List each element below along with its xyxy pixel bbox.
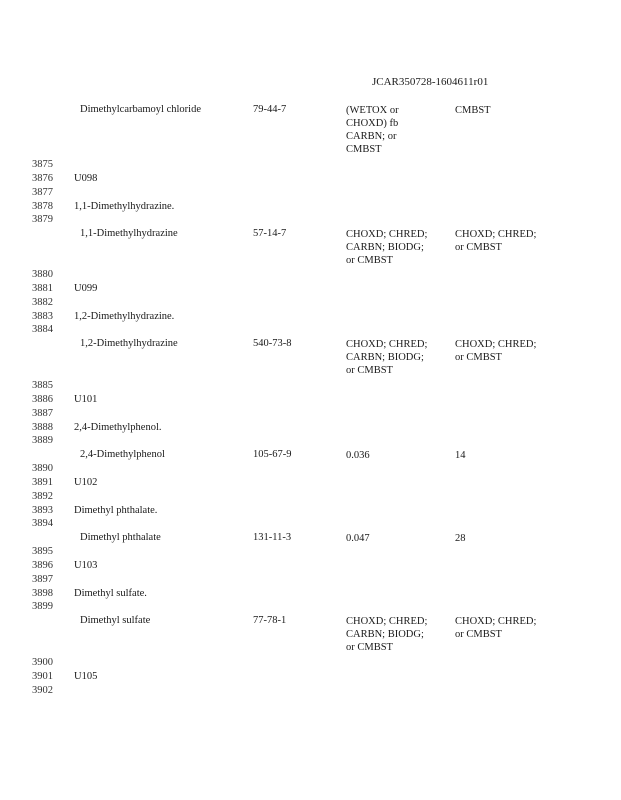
line-number: 3890 <box>32 463 53 474</box>
nonwastewater-standard: CHOXD; CHRED; or CMBST <box>455 616 537 640</box>
line-number: 3882 <box>32 297 53 308</box>
cas-number: 79-44-7 <box>253 104 287 115</box>
waste-code: U101 <box>74 394 98 405</box>
nonwastewater-standard: 28 <box>455 533 466 544</box>
line-number: 3889 <box>32 435 53 446</box>
wastewater-standard: CHOXD; CHRED; CARBN; BIODG; or CMBST <box>346 616 428 653</box>
chemical-name: Dimethyl phthalate <box>80 532 161 543</box>
line-number: 3892 <box>32 491 53 502</box>
line-number: 3897 <box>32 574 53 585</box>
line-number: 3900 <box>32 657 53 668</box>
waste-title: 1,1-Dimethylhydrazine. <box>74 201 175 212</box>
line-number: 3902 <box>32 685 53 696</box>
line-number: 3888 <box>32 422 53 433</box>
waste-title: 2,4-Dimethylphenol. <box>74 422 162 433</box>
line-number: 3881 <box>32 283 53 294</box>
page-id: JCAR350728-1604611r01 <box>372 76 489 88</box>
nonwastewater-standard: CMBST <box>455 105 491 116</box>
waste-code: U105 <box>74 671 98 682</box>
waste-code: U099 <box>74 283 98 294</box>
chemical-name: Dimethyl sulfate <box>80 615 151 626</box>
nonwastewater-standard: CHOXD; CHRED; or CMBST <box>455 229 537 253</box>
line-number: 3876 <box>32 173 53 184</box>
wastewater-standard: 0.047 <box>346 533 370 544</box>
line-number: 3899 <box>32 601 53 612</box>
line-number: 3895 <box>32 546 53 557</box>
chemical-name: Dimethylcarbamoyl chloride <box>80 104 202 115</box>
nonwastewater-standard: 14 <box>455 450 466 461</box>
waste-title: Dimethyl phthalate. <box>74 505 158 516</box>
line-number: 3893 <box>32 505 53 516</box>
line-number: 3884 <box>32 324 53 335</box>
line-number: 3887 <box>32 408 53 419</box>
line-number: 3875 <box>32 159 53 170</box>
cas-number: 131-11-3 <box>253 532 292 543</box>
line-number: 3896 <box>32 560 53 571</box>
chemical-name: 1,2-Dimethylhydrazine <box>80 338 178 349</box>
line-number: 3878 <box>32 201 53 212</box>
cas-number: 57-14-7 <box>253 228 287 239</box>
waste-code: U102 <box>74 477 98 488</box>
cas-number: 540-73-8 <box>253 338 292 349</box>
line-number: 3901 <box>32 671 53 682</box>
chemical-name: 1,1-Dimethylhydrazine <box>80 228 178 239</box>
nonwastewater-standard: CHOXD; CHRED; or CMBST <box>455 339 537 363</box>
line-number: 3891 <box>32 477 53 488</box>
wastewater-standard: CHOXD; CHRED; CARBN; BIODG; or CMBST <box>346 339 428 376</box>
line-number: 3886 <box>32 394 53 405</box>
line-number: 3877 <box>32 187 53 198</box>
wastewater-standard: 0.036 <box>346 450 370 461</box>
line-number: 3885 <box>32 380 53 391</box>
cas-number: 105-67-9 <box>253 449 292 460</box>
waste-title: Dimethyl sulfate. <box>74 588 147 599</box>
line-number: 3883 <box>32 311 53 322</box>
chemical-name: 2,4-Dimethylphenol <box>80 449 165 460</box>
waste-code: U098 <box>74 173 98 184</box>
cas-number: 77-78-1 <box>253 615 287 626</box>
line-number: 3898 <box>32 588 53 599</box>
line-number: 3880 <box>32 269 53 280</box>
waste-title: 1,2-Dimethylhydrazine. <box>74 311 175 322</box>
wastewater-standard: (WETOX or CHOXD) fb CARBN; or CMBST <box>346 105 399 155</box>
wastewater-standard: CHOXD; CHRED; CARBN; BIODG; or CMBST <box>346 229 428 266</box>
line-number: 3879 <box>32 214 53 225</box>
waste-code: U103 <box>74 560 98 571</box>
line-number: 3894 <box>32 518 53 529</box>
